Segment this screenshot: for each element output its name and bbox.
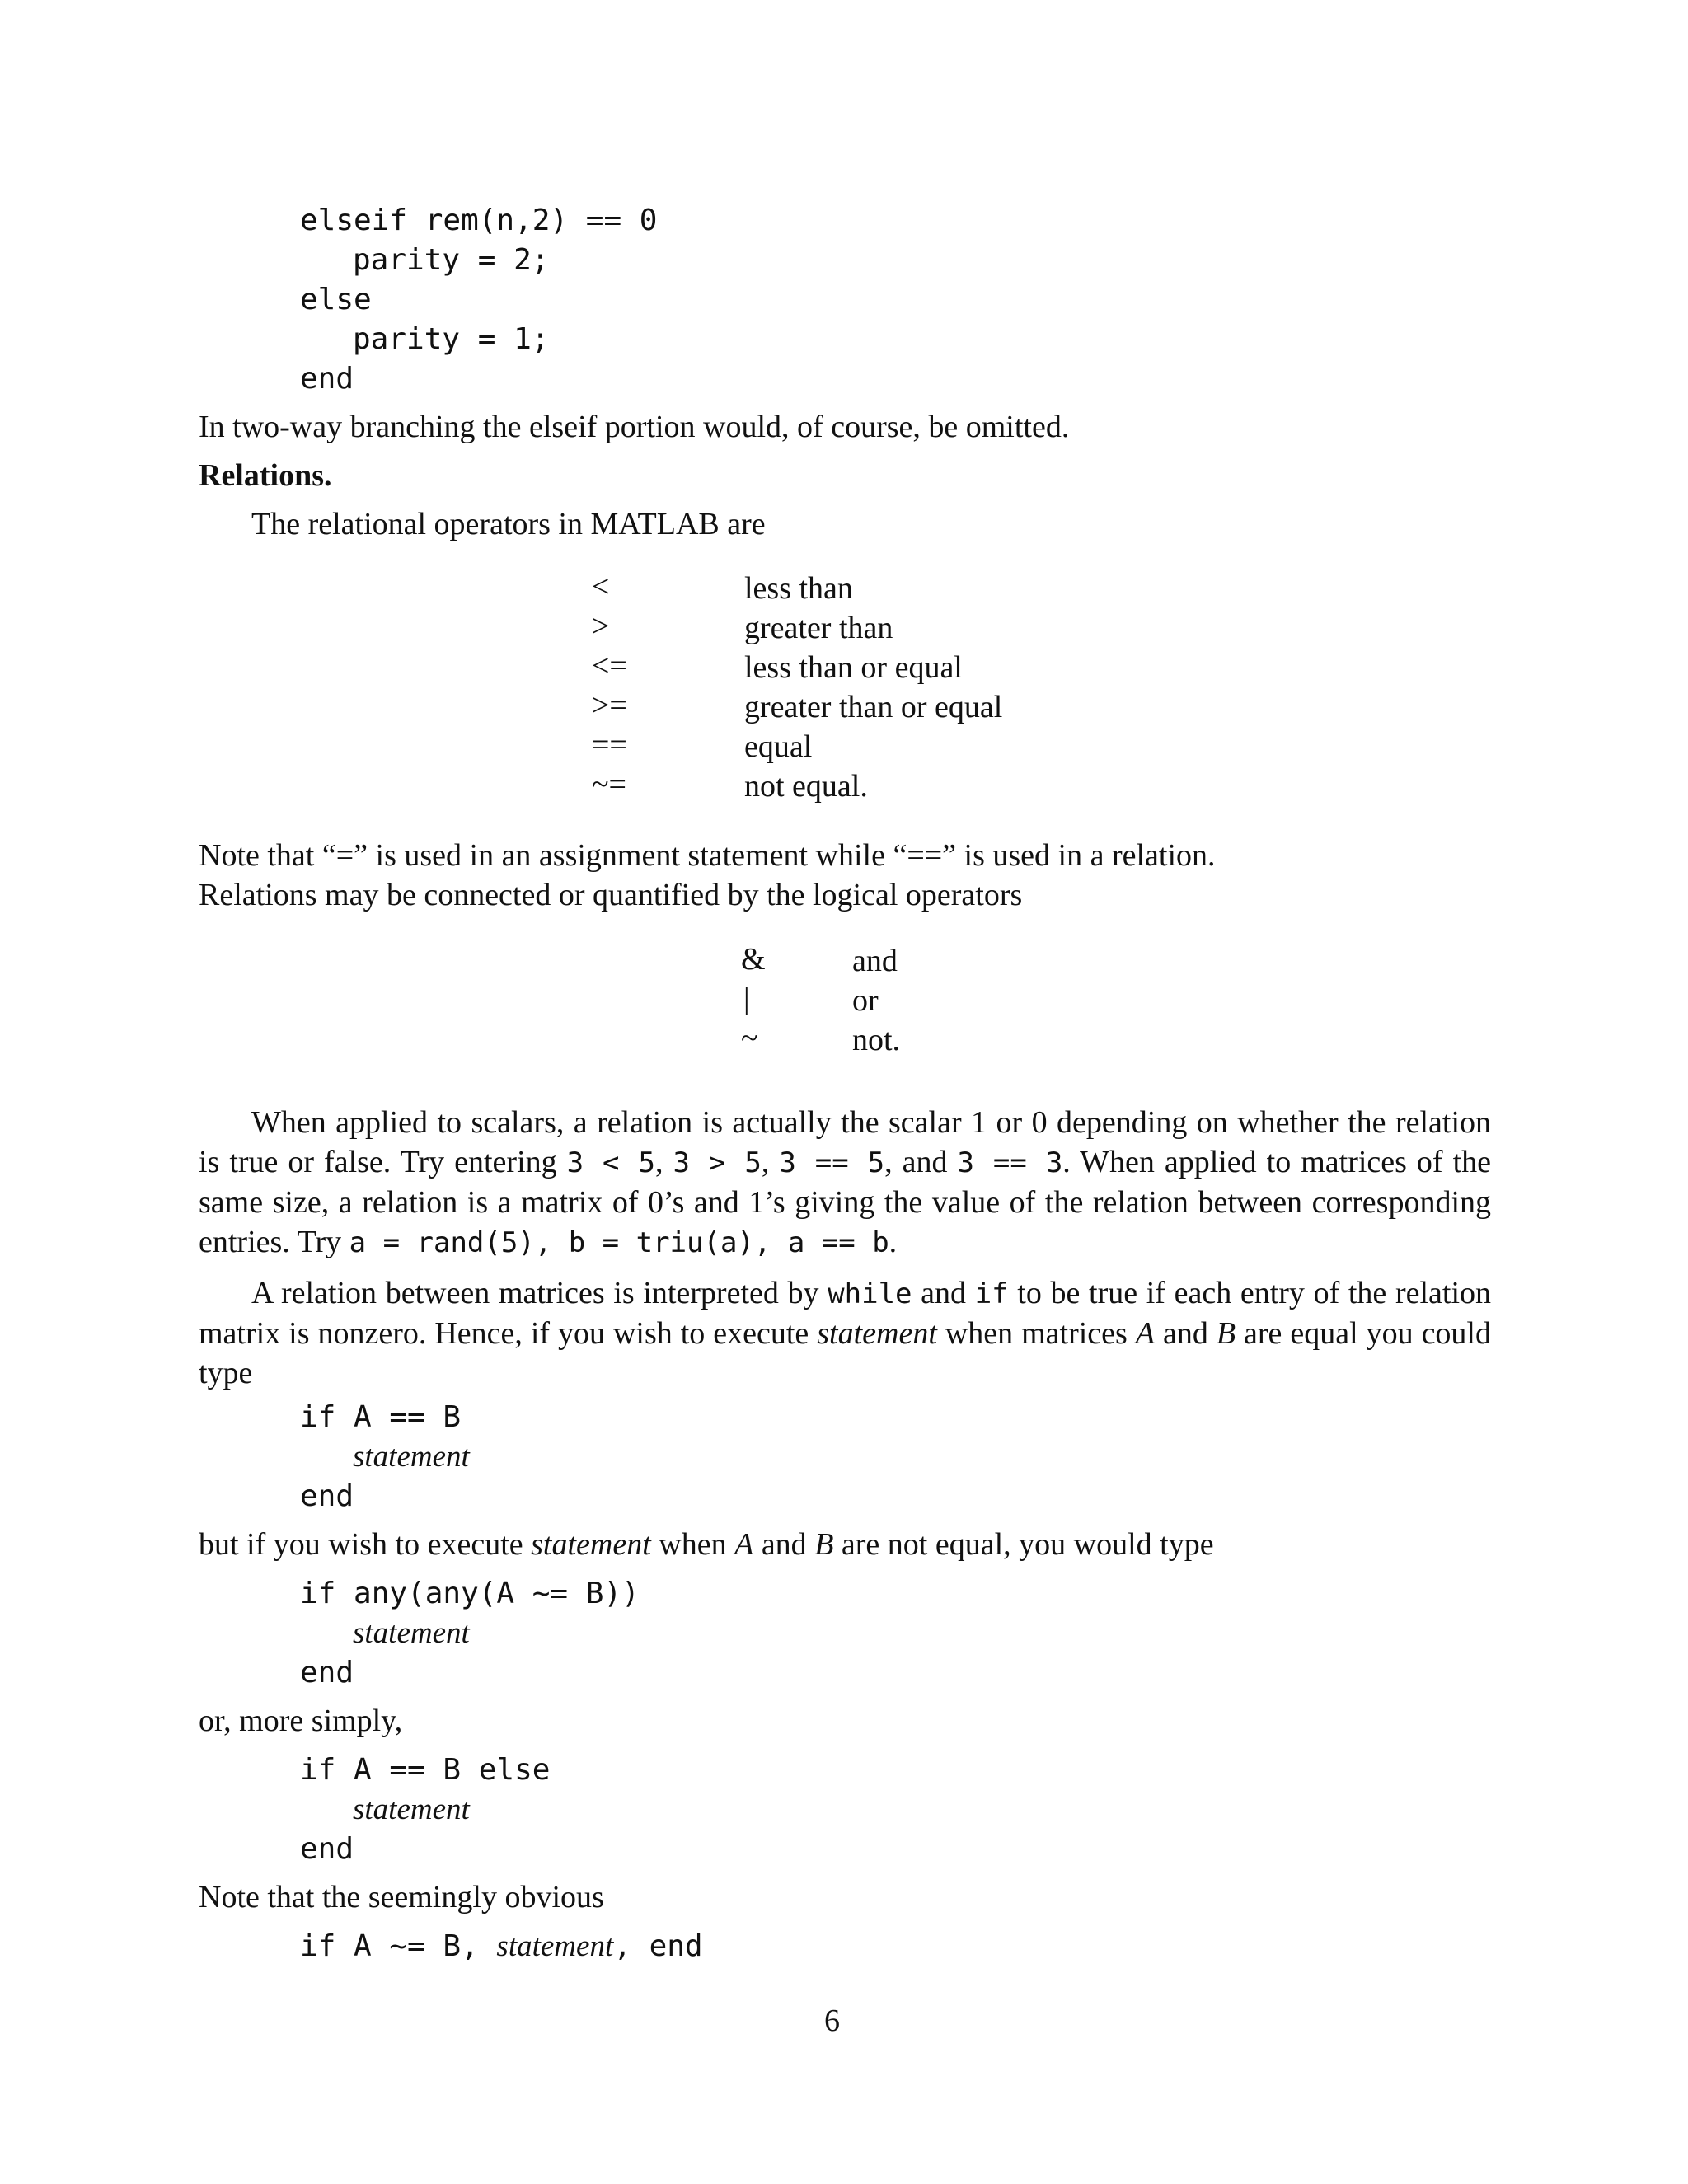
code-line: if A == B else [300, 1753, 551, 1787]
code-placeholder: statement [496, 1929, 614, 1963]
text-run: and [912, 1276, 975, 1310]
code-line: parity = 1; [353, 322, 550, 356]
operator-symbol: == [592, 728, 627, 762]
operator-symbol: ~ [741, 1021, 758, 1056]
operator-description: or [852, 983, 879, 1018]
text-run: , [654, 1145, 673, 1179]
relational-intro: The relational operators in MATLAB are [251, 507, 766, 541]
operator-symbol: < [592, 569, 610, 604]
inline-code: 3 < 5 [566, 1146, 655, 1179]
code-line: if A == B [300, 1400, 462, 1434]
text-run: . When applied to matrices of the same size, a relation is a matrix of 0’s and 1’s giving the value of the relation between corresponding entries. Try [199, 1145, 1492, 1259]
text-run: and [753, 1527, 815, 1562]
operator-description: not equal. [744, 769, 868, 804]
code-line-obvious [300, 1927, 703, 1971]
code-line: end [300, 1656, 354, 1690]
text-run: when matrices [936, 1316, 1136, 1351]
operator-symbol: & [741, 942, 766, 977]
code-placeholder: statement [353, 1793, 470, 1826]
text-run: When applied to scalars, a relation is actually the scalar 1 or 0 depending on whether the relation is true or false. Try entering [199, 1105, 1491, 1179]
code-line: parity = 2; [353, 243, 550, 277]
inline-code: if A ~= B, [300, 1929, 497, 1963]
code-line: end [300, 362, 354, 396]
page-number: 6 [824, 2004, 840, 2038]
italic-term: A [1135, 1316, 1156, 1351]
operator-description: less than or equal [744, 650, 963, 685]
code-line: end [300, 1832, 354, 1866]
scalars-paragraph [199, 1103, 1491, 1263]
text-run: when [650, 1527, 735, 1562]
code-line: elseif rem(n,2) == 0 [300, 204, 658, 237]
matrices-paragraph [199, 1273, 1491, 1393]
operator-description: and [852, 944, 898, 978]
operator-description: not. [852, 1023, 901, 1057]
inline-code: if [974, 1277, 1009, 1310]
operator-description: greater than or equal [744, 690, 1003, 724]
operator-description: equal [744, 729, 813, 764]
operator-symbol: >= [592, 688, 627, 723]
text-run: . [889, 1225, 898, 1259]
operator-symbol: <= [592, 649, 627, 683]
inline-code: while [828, 1277, 912, 1310]
code-line: end [300, 1479, 354, 1513]
code-line: if any(any(A ~= B)) [300, 1577, 640, 1610]
assignment-note-line1: Note that “=” is used in an assignment statement while “==” is used in a relation. [199, 838, 1216, 873]
text-run: and [1155, 1316, 1217, 1351]
operator-description: greater than [744, 611, 893, 645]
inline-code: a = rand(5), b = triu(a), a == b [349, 1226, 889, 1259]
italic-term: B [1216, 1316, 1236, 1351]
code-placeholder: statement [353, 1616, 470, 1650]
inline-code: 3 == 3 [957, 1146, 1063, 1179]
italic-term: A [734, 1527, 754, 1562]
not-equal-line [199, 1525, 1214, 1564]
italic-term: statement [817, 1316, 937, 1351]
operator-symbol: > [592, 609, 610, 644]
inline-code: , end [613, 1929, 703, 1963]
italic-term: statement [531, 1527, 651, 1562]
inline-code: 3 == 5 [779, 1146, 885, 1179]
text-run: , [761, 1145, 780, 1179]
inline-code: 3 > 5 [673, 1146, 762, 1179]
text-run: but if you wish to execute [199, 1527, 532, 1562]
more-simply-text: or, more simply, [199, 1704, 403, 1738]
text-run: , and [884, 1145, 958, 1179]
operator-description: less than [744, 571, 853, 606]
code-placeholder: statement [353, 1440, 470, 1474]
two-way-note: In two-way branching the elseif portion would, of course, be omitted. [199, 410, 1070, 444]
italic-term: B [814, 1527, 834, 1562]
operator-symbol: | [743, 982, 750, 1016]
operator-symbol: ~= [592, 767, 626, 802]
section-heading: Relations. [199, 458, 332, 493]
text-run: are equal you could type [199, 1316, 1491, 1390]
text-run: to be true if each entry of the relation matrix is nonzero. Hence, if you wish to execute [199, 1276, 1491, 1351]
text-run: A relation between matrices is interpreted by [251, 1276, 828, 1310]
text-run: are not equal, you would type [833, 1527, 1214, 1562]
assignment-note-line2: Relations may be connected or quantified by the logical operators [199, 878, 1023, 912]
code-line: else [300, 283, 372, 316]
obvious-note: Note that the seemingly obvious [199, 1880, 604, 1915]
